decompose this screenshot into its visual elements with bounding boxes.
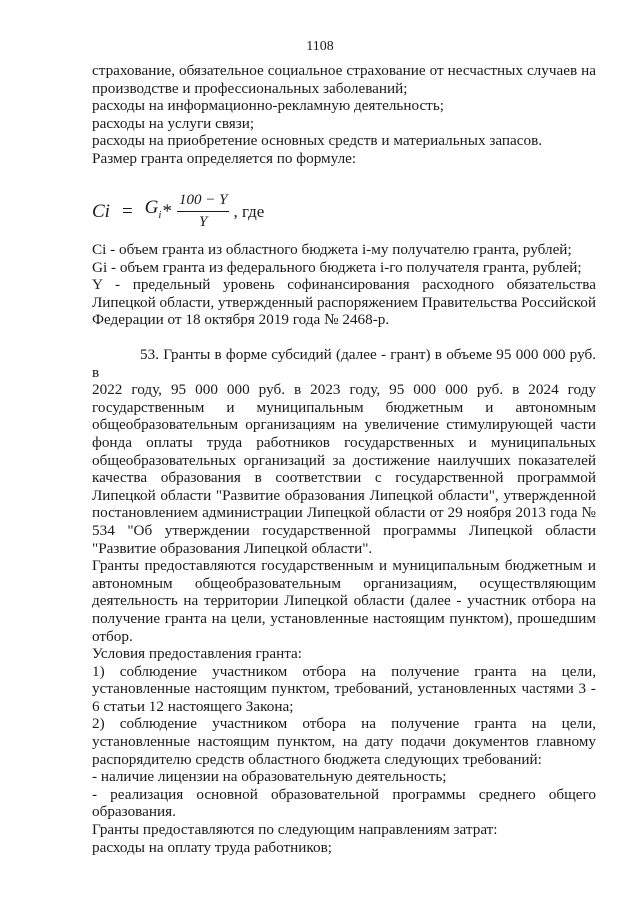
formula-lhs: Ci (92, 201, 110, 223)
text-line: расходы на услуги связи; (92, 114, 255, 132)
text-line: Липецкой области, утвержденный распоряжением Правительства Российской (92, 293, 596, 311)
text-line: 53. Гранты в форме субсидий (далее - грант) в объеме 95 000 000 руб. в (92, 346, 596, 381)
text-line: Ci - объем гранта из областного бюджета i-му получателю гранта, рублей; (92, 241, 572, 258)
text-line: 2022 году, 95 000 000 руб. в 2023 году, 95 000 000 руб. в 2024 году (92, 381, 596, 399)
text-line: Размер гранта определяется по формуле: (92, 149, 357, 167)
formula-denominator: Y (199, 214, 208, 230)
text-line: - реализация основной образовательной программы среднего общего (92, 785, 596, 803)
text-line: расходы на информационно-рекламную деятельность; (92, 97, 444, 115)
text-line: общеобразовательным организациям на увеличение стимулирующей части (92, 416, 596, 434)
text-line: Gi - объем гранта из федерального бюджета i-го получателя гранта, рублей; (92, 258, 582, 276)
text-line: производстве и профессиональных заболеваний; (92, 79, 408, 97)
text-line: распорядителю средств областного бюджета следующих требований: (92, 750, 542, 768)
text-line: Липецкой области "Развитие образования Липецкой области", утвержденной (92, 486, 596, 504)
text-block-main (92, 346, 596, 856)
text-line: общеобразовательных организаций за достижение наилучших показателей (92, 451, 596, 469)
text-line: Y - предельный уровень софинансирования расходного обязательства (92, 276, 596, 294)
formula-tail: , где (233, 202, 265, 222)
text-line: Гранты предоставляются государственным и муниципальным бюджетным и (92, 557, 596, 575)
text-line: государственным и муниципальным бюджетным и автономным (92, 398, 596, 416)
text-line: деятельность на территории Липецкой области (далее - участник отбора на (92, 592, 596, 610)
text-line: Гранты предоставляются по следующим направлениям затрат: (92, 821, 498, 839)
text-line: расходы на приобретение основных средств и материальных запасов. (92, 132, 543, 150)
formula-numerator: 100 − Y (177, 192, 229, 212)
text-line: постановлением администрации Липецкой области от 29 ноября 2013 года № (92, 504, 596, 522)
text-block-definitions (92, 241, 596, 329)
text-line: "Развитие образования Липецкой области". (92, 539, 373, 557)
text-line: Федерации от 18 октября 2019 года № 2468-р. (92, 311, 390, 329)
grant-formula (92, 186, 264, 238)
formula-fraction (177, 192, 229, 231)
text-line: фонда оплаты труда работников государственных и муниципальных (92, 433, 596, 451)
text-line: 2) соблюдение участником отбора на получение гранта на цели, (92, 715, 596, 733)
text-line: - наличие лицензии на образовательную деятельность; (92, 768, 447, 786)
formula-g: $G_i$ (144, 197, 162, 222)
text-line: 534 "Об утверждении государственной программы Липецкой области (92, 521, 596, 539)
formula-multiply: * (162, 201, 172, 223)
page-number: 1108 (306, 39, 334, 54)
text-line: отбор. (92, 627, 133, 645)
text-line: образования. (92, 803, 176, 821)
text-line: 1) соблюдение участником отбора на получение гранта на цели, (92, 662, 596, 680)
text-line: установленные настоящим пунктом, требований, установленных частями 3 - (92, 680, 596, 698)
text-block-top (92, 62, 596, 168)
text-line: расходы на оплату труда работников; (92, 838, 332, 856)
text-line: установленные настоящим пунктом, на дату подачи документов главному (92, 733, 596, 751)
text-line: 6 статьи 12 настоящего Закона; (92, 697, 294, 715)
text-line: получение гранта на цели, установленные настоящим пунктом), прошедшим (92, 609, 596, 627)
text-line: страхование, обязательное социальное страхование от несчастных случаев на (92, 62, 596, 79)
text-line: автономным общеобразовательным организациям, осуществляющим (92, 574, 596, 592)
text-line: качества образования в соответствии с государственной программой (92, 469, 596, 487)
formula-equals: = (121, 201, 133, 223)
text-line: Условия предоставления гранта: (92, 645, 302, 663)
